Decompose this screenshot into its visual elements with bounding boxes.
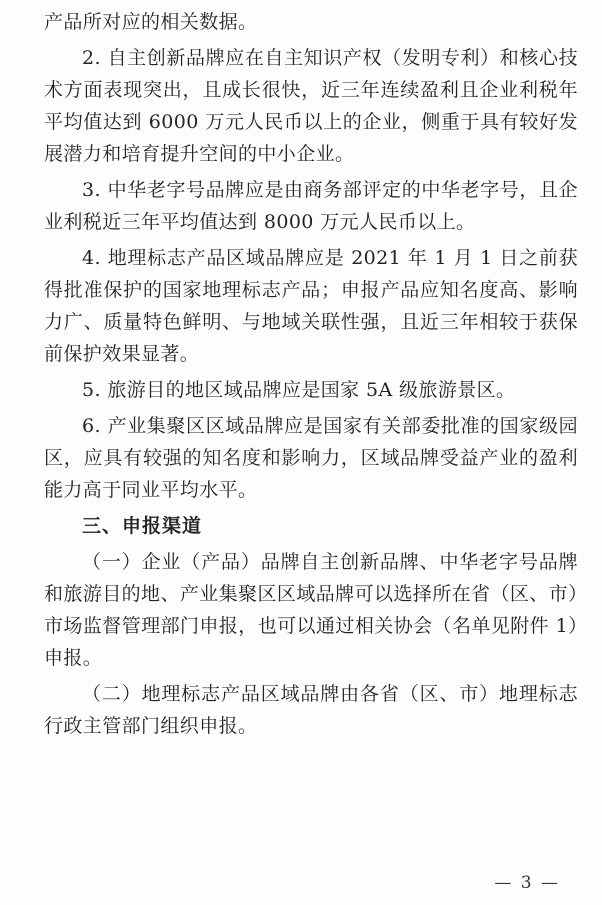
page-number: — 3 — — [494, 873, 560, 893]
paragraph-continuation: 产品所对应的相关数据。 — [44, 11, 258, 33]
paragraph-item-4: 4. 地理标志产品区域品牌应是 2021 年 1 月 1 日之前获得批准保护的国家地理标志产品；申报产品应知名度高、影响力广、质量特色鲜明、与地域关联性强，且近三年相较于获保前保护效果显著。 — [44, 247, 578, 365]
paragraph-item-5: 5. 旅游目的地区域品牌应是国家 5A 级旅游景区。 — [82, 379, 516, 401]
paragraph-item-3: 3. 中华老字号品牌应是由商务部评定的中华老字号，且企业利税近三年平均值达到 8000 万元人民币以上。 — [44, 179, 578, 233]
paragraph-item-2: 2. 自主创新品牌应在自主知识产权（发明专利）和核心技术方面表现突出，且成长很快，近三年连续盈利且企业利税年平均值达到 6000 万元人民币以上的企业，侧重于具有较好发展潜力和培育提升空间的中小企业。 — [44, 47, 578, 165]
section-heading: 三、申报渠道 — [82, 515, 203, 537]
document-body — [44, 6, 578, 746]
paragraph-item-6: 6. 产业集聚区区域品牌应是国家有关部委批准的国家级园区，应具有较强的知名度和影响力，区域品牌受益产业的盈利能力高于同业平均水平。 — [44, 415, 578, 501]
paragraph-channel-2: （二）地理标志产品区域品牌由各省（区、市）地理标志行政主管部门组织申报。 — [44, 683, 578, 737]
paragraph-channel-1: （一）企业（产品）品牌自主创新品牌、中华老字号品牌和旅游目的地、产业集聚区区域品牌可以选择所在省（区、市）市场监督管理部门申报，也可以通过相关协会（名单见附件 1）申报。 — [44, 551, 578, 669]
